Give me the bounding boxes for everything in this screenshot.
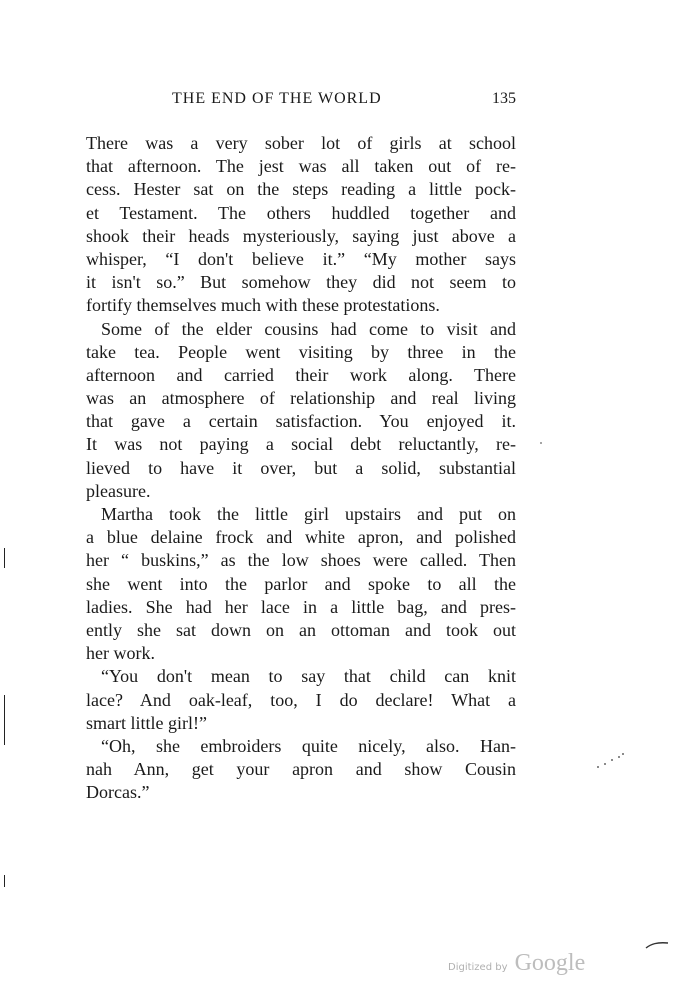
text-line: that afternoon. The jest was all taken out of re- bbox=[86, 156, 516, 177]
text-line: ently she sat down on an ottoman and took out bbox=[86, 619, 516, 640]
scan-speck bbox=[597, 766, 599, 768]
text-line: fortify themselves much with these protestations. bbox=[86, 295, 440, 316]
digitized-by-label: Digitized by bbox=[448, 962, 508, 973]
google-logo-text: Google bbox=[514, 950, 586, 976]
text-line: Martha took the little girl upstairs and put on bbox=[101, 504, 516, 524]
scan-speck-cluster bbox=[595, 752, 625, 772]
scan-edge-mark bbox=[4, 548, 5, 568]
running-head bbox=[86, 90, 516, 114]
text-line: her “ buskins,” as the low shoes were called. Then bbox=[86, 550, 516, 571]
scan-speck bbox=[611, 759, 613, 761]
text-line: There was a very sober lot of girls at school bbox=[86, 133, 516, 153]
text-line: “Oh, she embroiders quite nicely, also. Han- bbox=[101, 735, 516, 756]
text-line: lieved to have it over, but a solid, substantial bbox=[86, 457, 516, 478]
body-text bbox=[86, 132, 516, 804]
text-line: It was not paying a social debt reluctantly, re- bbox=[86, 434, 516, 455]
scan-edge-mark bbox=[4, 695, 5, 745]
text-line: smart little girl!” bbox=[86, 712, 207, 733]
text-line: take tea. People went visiting by three in the bbox=[86, 341, 516, 362]
text-line: was an atmosphere of relationship and real living bbox=[86, 388, 516, 409]
text-line: her work. bbox=[86, 643, 155, 664]
text-line: nah Ann, get your apron and show Cousin bbox=[86, 759, 516, 780]
running-title: THE END OF THE WORLD bbox=[172, 90, 382, 107]
digitized-by-watermark bbox=[448, 950, 588, 984]
text-line: lace? And oak-leaf, too, I do declare! What a bbox=[86, 689, 516, 710]
page-number: 135 bbox=[492, 90, 516, 107]
scan-edge-mark bbox=[4, 875, 5, 887]
text-line: ladies. She had her lace in a little bag, and pres- bbox=[86, 596, 516, 617]
text-line: Dorcas.” bbox=[86, 782, 150, 803]
text-line: “You don't mean to say that child can knit bbox=[101, 666, 516, 687]
text-line: whisper, “I don't believe it.” “My mother says bbox=[86, 248, 516, 269]
text-line: Some of the elder cousins had come to visit and bbox=[101, 318, 516, 339]
scan-speck bbox=[618, 756, 620, 758]
text-line: it isn't so.” But somehow they did not seem to bbox=[86, 272, 516, 293]
text-line: cess. Hester sat on the steps reading a little pock- bbox=[86, 179, 516, 200]
text-line: shook their heads mysteriously, saying just above a bbox=[86, 225, 516, 246]
text-line: she went into the parlor and spoke to all the bbox=[86, 573, 516, 594]
text-line: pleasure. bbox=[86, 480, 151, 501]
scan-speck bbox=[604, 763, 606, 765]
text-line: that gave a certain satisfaction. You enjoyed it. bbox=[86, 411, 516, 432]
text-line: afternoon and carried their work along. There bbox=[86, 364, 516, 385]
scan-speck bbox=[622, 753, 624, 755]
pencil-stroke-mark bbox=[645, 940, 669, 950]
text-line: et Testament. The others huddled together and bbox=[86, 202, 516, 223]
text-line: a blue delaine frock and white apron, and polished bbox=[86, 527, 516, 548]
scan-speck bbox=[540, 442, 542, 444]
